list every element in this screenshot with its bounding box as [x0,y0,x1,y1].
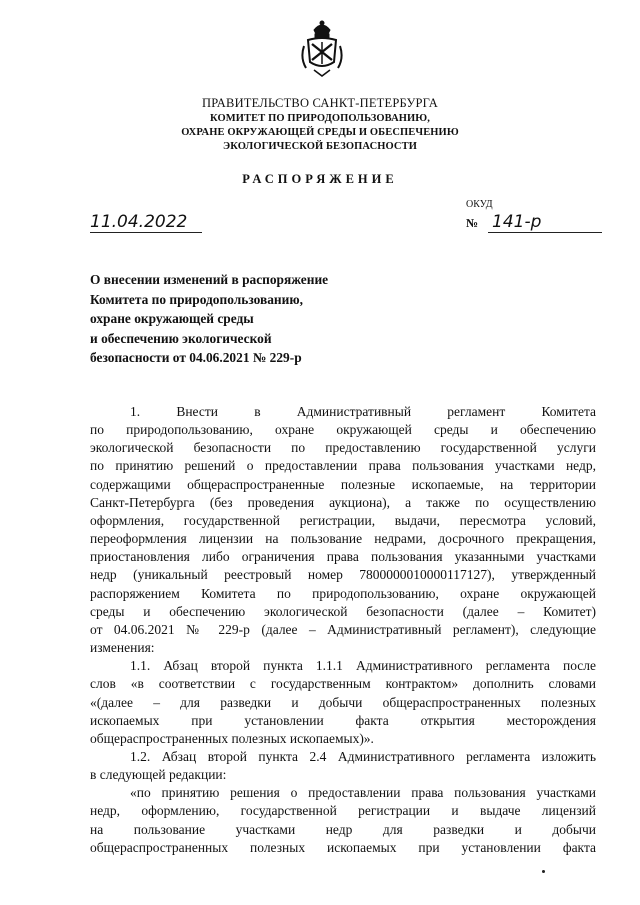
subject-line: и обеспечению экологической [90,330,272,346]
committee-name-line-2: ОХРАНЕ ОКРУЖАЮЩЕЙ СРЕДЫ И ОБЕСПЕЧЕНИЮ [181,127,459,138]
body-line: 1.1. Абзац второй пункта 1.1.1 Административного регламента после [130,658,596,674]
body-line: общераспространенных полезных ископаемых)». [90,730,374,746]
body-line: слов «в соответствии с государственным контрактом» дополнить словами [90,676,596,692]
body-line: недр, оформлению, государственной регистрации и выдаче лицензий [90,803,596,819]
body-line: на пользование участками недр для разведки и добычи [90,821,596,837]
body-line: экологической безопасности по предоставлению государственной услуги [90,440,596,456]
body-line: 1.2. Абзац второй пункта 2.4 Административного регламента изложить [130,748,596,764]
committee-name-line-3: ЭКОЛОГИЧЕСКОЙ БЕЗОПАСНОСТИ [223,141,417,152]
body-line: Санкт-Петербурга (без проведения аукциона), а также по осуществлению [90,494,596,510]
subject-line: охране окружающей среды [90,311,254,326]
government-title: ПРАВИТЕЛЬСТВО САНКТ-ПЕТЕРБУРГА [202,96,438,110]
body-line: среды и обеспечению экологической безопасности (далее – Комитет) [90,603,596,619]
body-line: ископаемых при установлении факта открытия месторождения [90,712,596,728]
page-mark [542,870,545,873]
document-subject [90,270,328,368]
body-line: изменения: [90,640,155,656]
document-number: 141-р [488,212,602,233]
body-line: 1. Внести в Административный регламент Комитета [130,404,596,419]
body-line: по принятию решений о предоставлении права пользования участками недр, [90,458,596,474]
subject-line: безопасности от 04.06.2021 № 229-р [90,350,302,365]
okud-label: ОКУД [466,199,493,210]
document-type: РАСПОРЯЖЕНИЕ [242,172,398,186]
body-line: переоформления лицензии на пользование недрами, досрочного прекращения, [90,531,596,547]
body-line: недр (уникальный реестровый номер 7800000010000117127), утвержденный [90,567,596,583]
body-line: «по принятию решения о предоставлении права пользования участками [130,785,596,801]
document-body [90,403,596,857]
subject-line: Комитета по природопользованию, [90,291,303,307]
body-line: оформления, государственной регистрации, выдачи, пересмотра условий, [90,512,596,528]
body-line: в следующей редакции: [90,767,227,783]
body-line: общераспространенных полезных ископаемых при установлении факта [90,839,596,855]
committee-name-line-1: КОМИТЕТ ПО ПРИРОДОПОЛЬЗОВАНИЮ, [210,113,430,124]
number-label: № [466,216,479,230]
body-line: распоряжением Комитета по природопользованию, охране окружающей [90,585,596,601]
document-date: 11.04.2022 [90,212,202,233]
subject-line: О внесении изменений в распоряжение [90,272,329,287]
body-line: «(далее – для разведки и добычи общераспространенных полезных [90,694,596,710]
coat-of-arms-emblem [300,18,344,78]
body-line: приостановления либо ограничения права пользования указанными участками [90,549,596,565]
body-line: по природопользованию, охране окружающей среды и обеспечению [90,422,596,438]
body-line: содержащими общераспространенные полезные ископаемые, на территории [90,476,596,492]
body-line: от 04.06.2021 № 229-р (далее – Административный регламент), следующие [90,621,596,637]
